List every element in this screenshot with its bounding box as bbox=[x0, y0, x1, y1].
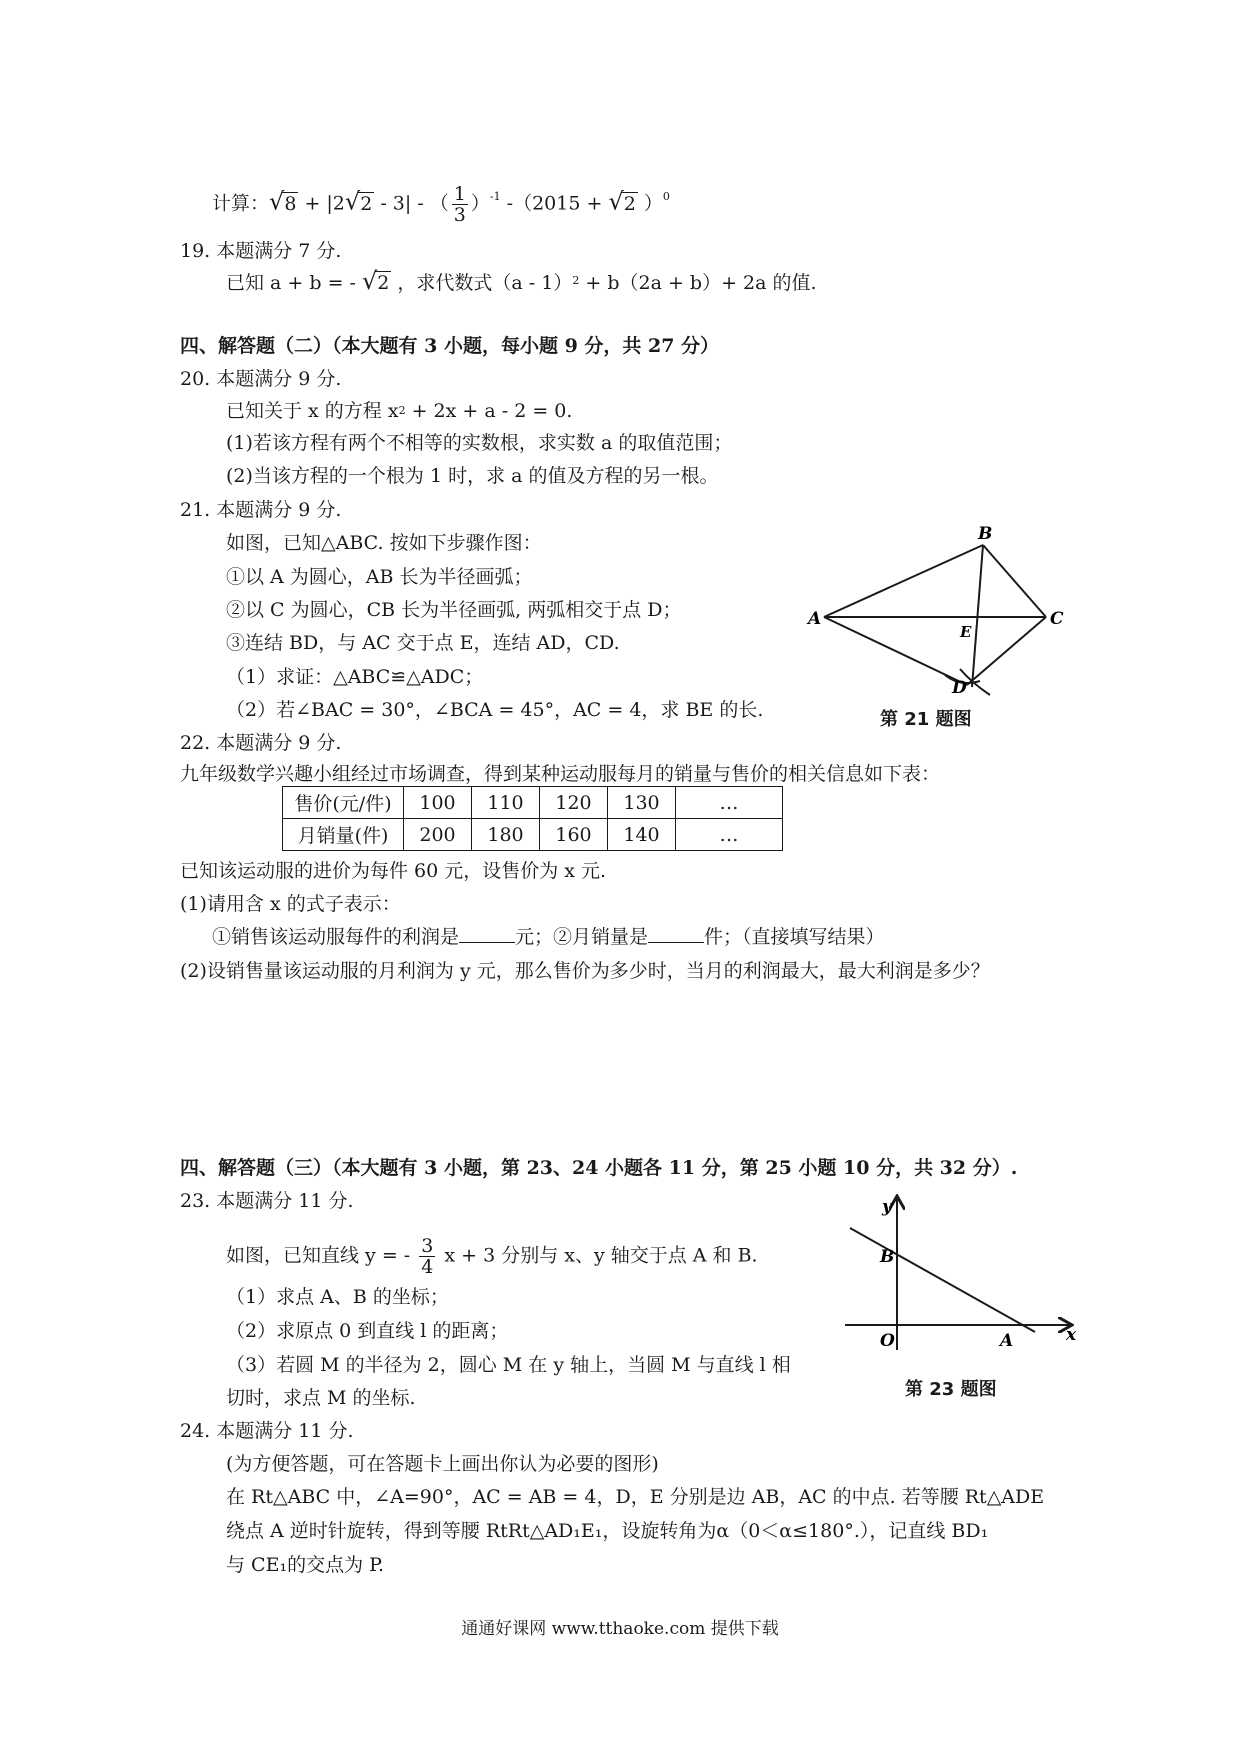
q18-radicand-a: 8 bbox=[284, 192, 297, 215]
label-o: O bbox=[880, 1331, 895, 1351]
segment-cd bbox=[967, 617, 1046, 685]
q21-header: 21. 本题满分 9 分. bbox=[180, 499, 342, 521]
table-cell: 月销量(件) bbox=[283, 819, 404, 851]
q23-intro-text: x + 3 分别与 x、y 轴交于点 A 和 B. bbox=[438, 1244, 758, 1267]
q18-term: + |2 bbox=[298, 192, 345, 215]
fraction-denominator: 3 bbox=[453, 204, 466, 226]
q23-part3: （3）若圆 M 的半径为 2，圆心 M 在 y 轴上，当圆 M 与直线 l 相 bbox=[226, 1354, 791, 1376]
q22-table bbox=[282, 786, 783, 851]
q22-part1a-text: 元；②月销量是 bbox=[515, 926, 649, 948]
q18-term: ） bbox=[637, 192, 663, 215]
q22-part1a bbox=[212, 924, 885, 950]
table-row bbox=[283, 819, 783, 851]
q18-expression bbox=[212, 184, 670, 225]
fraction-numerator: 3 bbox=[421, 1235, 434, 1257]
line-l bbox=[850, 1228, 1035, 1332]
label-b: B bbox=[880, 1247, 895, 1267]
radical-sign: √ bbox=[269, 187, 285, 216]
q22-intro: 九年级数学兴趣小组经过市场调查，得到某种运动服每月的销量与售价的相关信息如下表： bbox=[180, 763, 941, 785]
q18-term: -（2015 + bbox=[500, 192, 609, 215]
table-cell: 售价(元/件) bbox=[283, 787, 404, 819]
q19-text-part: + b（2a + b）+ 2a 的值. bbox=[579, 272, 817, 294]
q18-term: ） bbox=[470, 192, 490, 215]
q22-part1: (1)请用含 x 的式子表示： bbox=[180, 893, 401, 915]
q20-header: 20. 本题满分 9 分. bbox=[180, 368, 342, 390]
q18-radicand-c: 2 bbox=[623, 192, 636, 215]
answer-blank[interactable] bbox=[648, 924, 704, 943]
q22-part1a-text: ①销售该运动服每件的利润是 bbox=[212, 926, 460, 948]
q18-prefix: 计算： bbox=[212, 192, 270, 215]
table-cell: 200 bbox=[404, 819, 472, 851]
table-cell: … bbox=[676, 787, 783, 819]
q19-text-part: 已知 a + b = - bbox=[226, 272, 362, 294]
q21-intro: 如图，已知△ABC. 按如下步骤作图： bbox=[226, 532, 542, 554]
q20-text-part: 已知关于 x 的方程 x bbox=[226, 400, 399, 422]
label-b: B bbox=[978, 525, 993, 544]
label-e: E bbox=[960, 623, 972, 641]
q20-part1: (1)若该方程有两个不相等的实数根，求实数 a 的取值范围； bbox=[226, 432, 733, 454]
q21-step1: ①以 A 为圆心，AB 长为半径画弧； bbox=[226, 566, 533, 588]
q18-term: - 3| - （ bbox=[374, 192, 449, 215]
q21-step3: ③连结 BD，与 AC 交于点 E，连结 AD，CD. bbox=[226, 632, 620, 654]
q19-text-part: ，求代数式（a - 1） bbox=[391, 272, 573, 294]
q18-fraction bbox=[452, 184, 468, 225]
q19-text bbox=[226, 268, 817, 296]
label-y: y bbox=[882, 1197, 892, 1217]
q20-equation bbox=[226, 398, 572, 424]
q24-line3: 与 CE₁的交点为 P. bbox=[226, 1554, 385, 1576]
q23-fraction bbox=[419, 1236, 435, 1277]
q18-exponent: 0 bbox=[662, 190, 670, 203]
q23-intro bbox=[226, 1236, 758, 1277]
q19-exponent: 2 bbox=[572, 274, 580, 287]
q23-part1: （1）求点 A、B 的坐标； bbox=[226, 1286, 449, 1308]
table-cell: 180 bbox=[472, 819, 540, 851]
fraction-numerator: 1 bbox=[453, 183, 466, 205]
q23-part2: （2）求原点 0 到直线 l 的距离； bbox=[226, 1320, 509, 1342]
q21-figure bbox=[800, 525, 1070, 700]
q23-figure bbox=[840, 1190, 1080, 1360]
q23-header: 23. 本题满分 11 分. bbox=[180, 1190, 354, 1212]
table-cell: 160 bbox=[540, 819, 608, 851]
page-footer: 通通好课网 www.tthaoke.com 提供下载 bbox=[461, 1619, 779, 1639]
q23-intro-text: 如图，已知直线 y = - bbox=[226, 1244, 417, 1267]
q23-part3b: 切时，求点 M 的坐标. bbox=[226, 1387, 416, 1409]
q19-header: 19. 本题满分 7 分. bbox=[180, 240, 342, 262]
segment-ab bbox=[824, 545, 983, 617]
q24-header: 24. 本题满分 11 分. bbox=[180, 1420, 354, 1442]
label-a: A bbox=[808, 609, 822, 629]
segment-bc bbox=[983, 545, 1046, 617]
q20-part2: (2)当该方程的一个根为 1 时，求 a 的值及方程的另一根。 bbox=[226, 465, 719, 487]
label-a: A bbox=[1000, 1331, 1014, 1351]
q22-header: 22. 本题满分 9 分. bbox=[180, 732, 342, 754]
q18-exponent: -1 bbox=[489, 190, 501, 203]
table-row bbox=[283, 787, 783, 819]
table-cell: 130 bbox=[608, 787, 676, 819]
q23-figure-caption: 第 23 题图 bbox=[905, 1379, 997, 1400]
section-2-title: 四、解答题（二）（本大题有 3 小题，每小题 9 分，共 27 分） bbox=[180, 335, 720, 357]
q19-radicand: 2 bbox=[377, 272, 390, 294]
answer-blank[interactable] bbox=[459, 924, 515, 943]
q22-part2: (2)设销售量该运动服的月利润为 y 元，那么售价为多少时，当月的利润最大，最大利润是多少？ bbox=[180, 960, 990, 982]
table-cell: … bbox=[676, 819, 783, 851]
q21-part2: （2）若∠BAC = 30°，∠BCA = 45°，AC = 4，求 BE 的长. bbox=[226, 699, 764, 721]
q20-exponent: 2 bbox=[398, 404, 406, 417]
radical-sign: √ bbox=[608, 187, 624, 216]
label-d: D bbox=[952, 678, 967, 698]
label-c: C bbox=[1050, 609, 1064, 629]
table-cell: 140 bbox=[608, 819, 676, 851]
q24-line2: 绕点 A 逆时针旋转，得到等腰 RtRt△AD₁E₁，设旋转角为α（0＜α≤180°.），记直线 BD₁ bbox=[226, 1520, 989, 1542]
section-3-title: 四、解答题（三）（本大题有 3 小题，第 23、24 小题各 11 分，第 25 小题 10 分，共 32 分）. bbox=[180, 1157, 1018, 1179]
table-cell: 100 bbox=[404, 787, 472, 819]
q22-part1a-text: 件；（直接填写结果） bbox=[704, 926, 885, 948]
label-x: x bbox=[1066, 1325, 1077, 1345]
table-cell: 110 bbox=[472, 787, 540, 819]
radical-sign: √ bbox=[362, 267, 378, 295]
radical-sign: √ bbox=[344, 187, 361, 216]
q24-line1: 在 Rt△ABC 中，∠A=90°，AC = AB = 4，D，E 分别是边 AB，AC 的中点. 若等腰 Rt△ADE bbox=[226, 1486, 1045, 1508]
q21-step2: ②以 C 为圆心，CB 长为半径画弧, 两弧相交于点 D； bbox=[226, 599, 682, 621]
q21-part1: （1）求证：△ABC≌△ADC； bbox=[226, 666, 484, 688]
q22-cost: 已知该运动服的进价为每件 60 元，设售价为 x 元. bbox=[180, 860, 607, 882]
q21-figure-caption: 第 21 题图 bbox=[880, 709, 972, 730]
table-cell: 120 bbox=[540, 787, 608, 819]
q24-note: (为方便答题，可在答题卡上画出你认为必要的图形) bbox=[226, 1453, 659, 1475]
fraction-denominator: 4 bbox=[421, 1256, 434, 1278]
q20-text-part: + 2x + a - 2 = 0. bbox=[405, 400, 573, 422]
q18-radicand-b: 2 bbox=[360, 192, 373, 215]
